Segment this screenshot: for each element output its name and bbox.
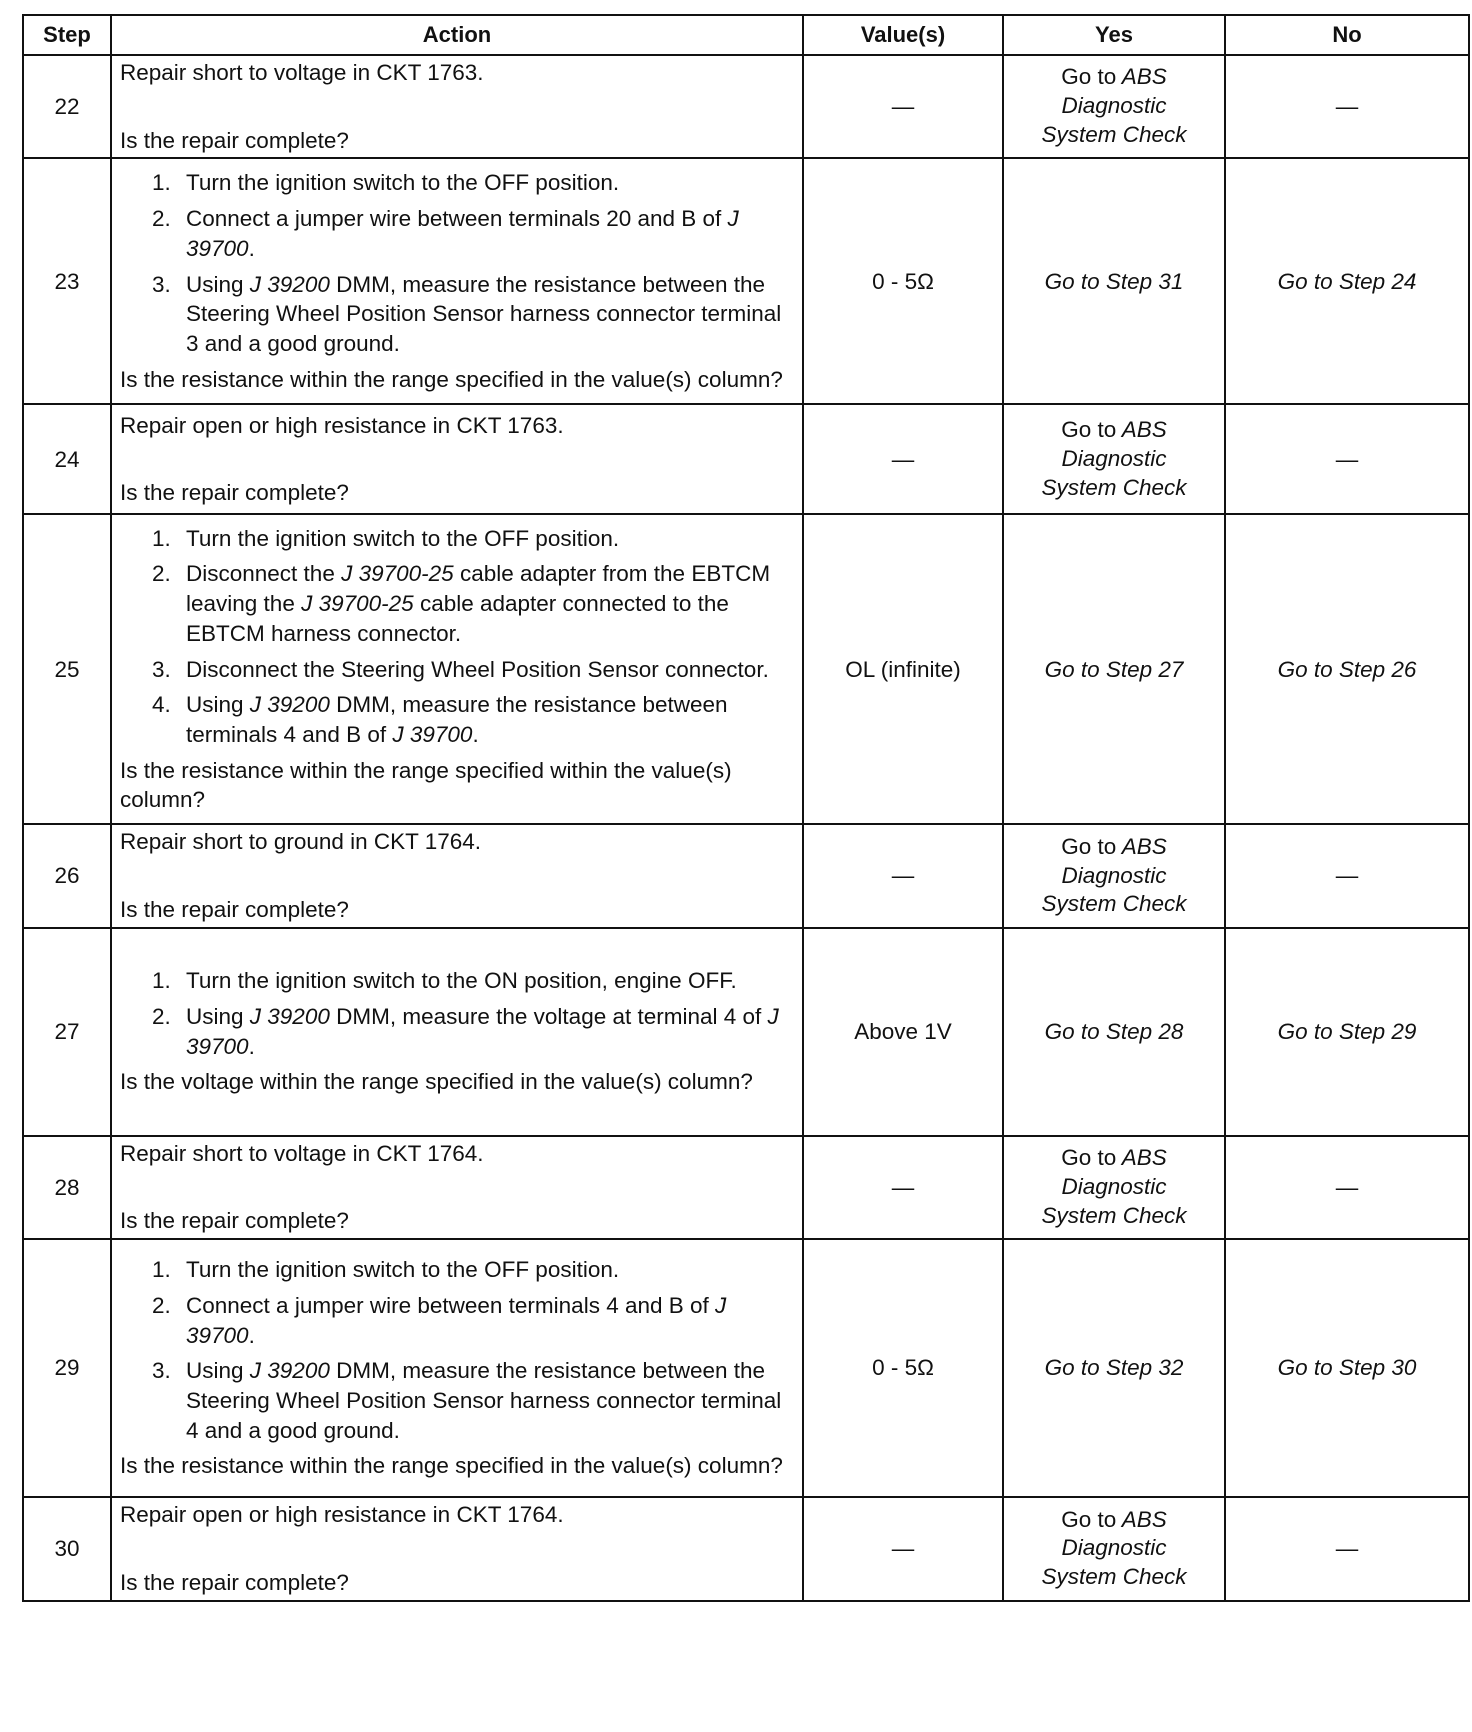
no-cell (1225, 1497, 1469, 1600)
step-text: Disconnect the (186, 561, 342, 587)
tool-ref: J 39700-25 (301, 591, 414, 617)
header-action: Action (111, 15, 803, 55)
action-cell (111, 158, 803, 404)
step-index: 4. (152, 692, 171, 718)
step-number: 27 (23, 928, 111, 1136)
step-text: Connect a jumper wire between terminals 20 and B of (186, 206, 728, 232)
action-text: Repair short to voltage in CKT 1763. (120, 60, 484, 85)
yes-cell (1003, 1497, 1225, 1600)
step-text: . (248, 235, 255, 261)
header-row (23, 15, 1469, 55)
step-text: Turn the ignition switch to the ON position, engine OFF. (186, 968, 737, 994)
step-text: Using (186, 271, 250, 297)
abs-line-3: System Check (1041, 1564, 1187, 1590)
action-step (152, 559, 794, 648)
table-row (23, 55, 1469, 158)
yes-cell: Go to Step 28 (1003, 928, 1225, 1136)
no-cell (1225, 404, 1469, 514)
abs-line-3: System Check (1041, 891, 1187, 917)
value-cell: — (803, 1497, 1003, 1600)
tool-ref: J 39700 (186, 1004, 779, 1059)
table-row (23, 1136, 1469, 1239)
step-text: . (248, 1033, 255, 1059)
header-values: Value(s) (803, 15, 1003, 55)
no-cell: Go to Step 30 (1225, 1239, 1469, 1497)
action-cell (111, 404, 803, 514)
action-step (152, 270, 794, 359)
header-yes: Yes (1003, 15, 1225, 55)
abs-check-link (1012, 1506, 1216, 1592)
step-text: cable adapter connected to the EBTCM harness connector. (186, 591, 729, 646)
action-question: Is the resistance within the range specified within the value(s) column? (120, 757, 732, 813)
go-to-text: Go to (1061, 833, 1117, 859)
step-text: cable adapter from the EBTCM leaving the (186, 561, 771, 617)
action-question: Is the repair complete? (120, 897, 349, 923)
action-cell (111, 928, 803, 1136)
step-index: 2. (152, 1004, 171, 1030)
abs-line-2: Diagnostic (1061, 862, 1167, 888)
abs-ref: ABS (1121, 417, 1167, 443)
action-step (152, 1291, 794, 1350)
action-steps (120, 966, 794, 1061)
step-text: DMM, measure the voltage at terminal 4 of (329, 1004, 768, 1030)
action-step (152, 1255, 794, 1285)
step-text: Turn the ignition switch to the OFF position. (186, 170, 620, 196)
go-to-text: Go to (1061, 417, 1117, 443)
value-cell: — (803, 55, 1003, 158)
abs-line-2: Diagnostic (1061, 1535, 1167, 1561)
abs-line-2: Diagnostic (1061, 1174, 1167, 1200)
yes-cell (1003, 1136, 1225, 1239)
step-index: 3. (152, 271, 171, 297)
table-row (23, 928, 1469, 1136)
action-text: Repair open or high resistance in CKT 1764. (120, 1502, 564, 1528)
value-cell: — (803, 824, 1003, 927)
abs-check-link (1012, 1144, 1216, 1230)
step-text: Turn the ignition switch to the OFF position. (186, 1257, 620, 1283)
action-cell (111, 1136, 803, 1239)
action-steps (120, 1255, 794, 1445)
abs-ref: ABS (1121, 64, 1167, 90)
step-text: DMM, measure the resistance between the Steering Wheel Position Sensor harness connector terminal 4 and a good ground. (186, 1358, 782, 1443)
step-index: 3. (152, 656, 171, 682)
action-cell (111, 514, 803, 824)
yes-cell: Go to Step 31 (1003, 158, 1225, 404)
action-text: Repair short to voltage in CKT 1764. (120, 1140, 484, 1166)
value-cell: OL (infinite) (803, 514, 1003, 824)
no-cell: Go to Step 29 (1225, 928, 1469, 1136)
action-text: Repair short to ground in CKT 1764. (120, 829, 482, 855)
step-text: Using (186, 1004, 250, 1030)
no-cell: Go to Step 24 (1225, 158, 1469, 404)
header-no: No (1225, 15, 1469, 55)
action-cell (111, 824, 803, 927)
action-cell (111, 55, 803, 158)
abs-ref: ABS (1121, 833, 1167, 859)
no-cell (1225, 824, 1469, 927)
step-index: 2. (152, 206, 171, 232)
action-step (152, 168, 794, 198)
tool-ref: J 39200 (249, 271, 330, 297)
action-step (152, 524, 794, 554)
step-text: . (248, 1322, 255, 1348)
step-text: DMM, measure the resistance between terminals 4 and B of (186, 692, 728, 747)
step-number: 24 (23, 404, 111, 514)
no-cell (1225, 55, 1469, 158)
action-question: Is the repair complete? (120, 127, 349, 153)
tool-ref: J 39700 (186, 1292, 727, 1348)
tool-ref: J 39200 (249, 692, 330, 718)
step-index: 2. (152, 561, 171, 587)
header-step: Step (23, 15, 111, 55)
action-question: Is the voltage within the range specified in the value(s) column? (120, 1069, 753, 1095)
value-cell: — (803, 404, 1003, 514)
abs-check-link (1012, 416, 1216, 502)
yes-cell (1003, 824, 1225, 927)
abs-line-3: System Check (1041, 122, 1187, 148)
abs-line-3: System Check (1041, 474, 1187, 500)
step-index: 1. (152, 968, 171, 994)
step-text: Using (186, 1358, 250, 1384)
no-value: — (1335, 1535, 1359, 1561)
step-text: Connect a jumper wire between terminals 4 and B of (186, 1292, 716, 1318)
tool-ref: J 39700 (392, 721, 473, 747)
step-number: 22 (23, 55, 111, 158)
table-row (23, 158, 1469, 404)
step-index: 2. (152, 1292, 171, 1318)
action-question: Is the repair complete? (120, 1569, 349, 1595)
no-value: — (1335, 93, 1359, 119)
go-to-text: Go to (1061, 64, 1117, 90)
action-step (152, 204, 794, 263)
tool-ref: J 39700-25 (341, 561, 454, 587)
table-row (23, 514, 1469, 824)
go-to-text: Go to (1061, 1145, 1117, 1171)
step-text: . (472, 721, 479, 747)
abs-check-link (1012, 63, 1216, 149)
no-value: — (1335, 1174, 1359, 1200)
abs-check-link (1012, 833, 1216, 919)
no-value: — (1335, 446, 1359, 472)
no-cell (1225, 1136, 1469, 1239)
action-question: Is the repair complete? (120, 480, 349, 506)
tool-ref: J 39200 (249, 1004, 330, 1030)
abs-line-3: System Check (1041, 1202, 1187, 1228)
yes-cell (1003, 55, 1225, 158)
step-text: Disconnect the Steering Wheel Position Sensor connector. (186, 656, 769, 682)
step-number: 28 (23, 1136, 111, 1239)
table-row (23, 1497, 1469, 1600)
action-text: Repair open or high resistance in CKT 1763. (120, 412, 564, 438)
step-number: 23 (23, 158, 111, 404)
diagnostic-table (22, 14, 1470, 1602)
action-steps (120, 524, 794, 750)
action-cell (111, 1239, 803, 1497)
action-step (152, 655, 794, 685)
step-index: 1. (152, 525, 171, 551)
action-step (152, 966, 794, 996)
abs-line-2: Diagnostic (1061, 93, 1167, 119)
action-question: Is the resistance within the range specified in the value(s) column? (120, 366, 783, 392)
yes-cell: Go to Step 27 (1003, 514, 1225, 824)
value-cell: — (803, 1136, 1003, 1239)
action-question: Is the resistance within the range specified in the value(s) column? (120, 1453, 783, 1479)
value-cell: 0 - 5Ω (803, 158, 1003, 404)
action-step (152, 690, 794, 749)
no-value: — (1335, 863, 1359, 889)
step-number: 30 (23, 1497, 111, 1600)
step-text: Turn the ignition switch to the OFF position. (186, 525, 620, 551)
step-text: DMM, measure the resistance between the Steering Wheel Position Sensor harness connector terminal 3 and a good ground. (186, 271, 782, 356)
value-cell: Above 1V (803, 928, 1003, 1136)
action-question: Is the repair complete? (120, 1208, 349, 1234)
step-index: 3. (152, 1358, 171, 1384)
action-cell (111, 1497, 803, 1600)
yes-cell: Go to Step 32 (1003, 1239, 1225, 1497)
action-step (152, 1356, 794, 1445)
tool-ref: J 39700 (186, 206, 739, 261)
step-number: 29 (23, 1239, 111, 1497)
abs-ref: ABS (1121, 1506, 1167, 1532)
abs-line-2: Diagnostic (1061, 445, 1167, 471)
no-cell: Go to Step 26 (1225, 514, 1469, 824)
yes-cell (1003, 404, 1225, 514)
tool-ref: J 39200 (249, 1358, 330, 1384)
abs-ref: ABS (1121, 1145, 1167, 1171)
action-steps (120, 168, 794, 358)
step-number: 25 (23, 514, 111, 824)
table-row (23, 1239, 1469, 1497)
table-row (23, 824, 1469, 927)
step-text: Using (186, 692, 250, 718)
step-number: 26 (23, 824, 111, 927)
step-index: 1. (152, 1257, 171, 1283)
step-index: 1. (152, 170, 171, 196)
action-step (152, 1002, 794, 1061)
go-to-text: Go to (1061, 1506, 1117, 1532)
value-cell: 0 - 5Ω (803, 1239, 1003, 1497)
table-row (23, 404, 1469, 514)
